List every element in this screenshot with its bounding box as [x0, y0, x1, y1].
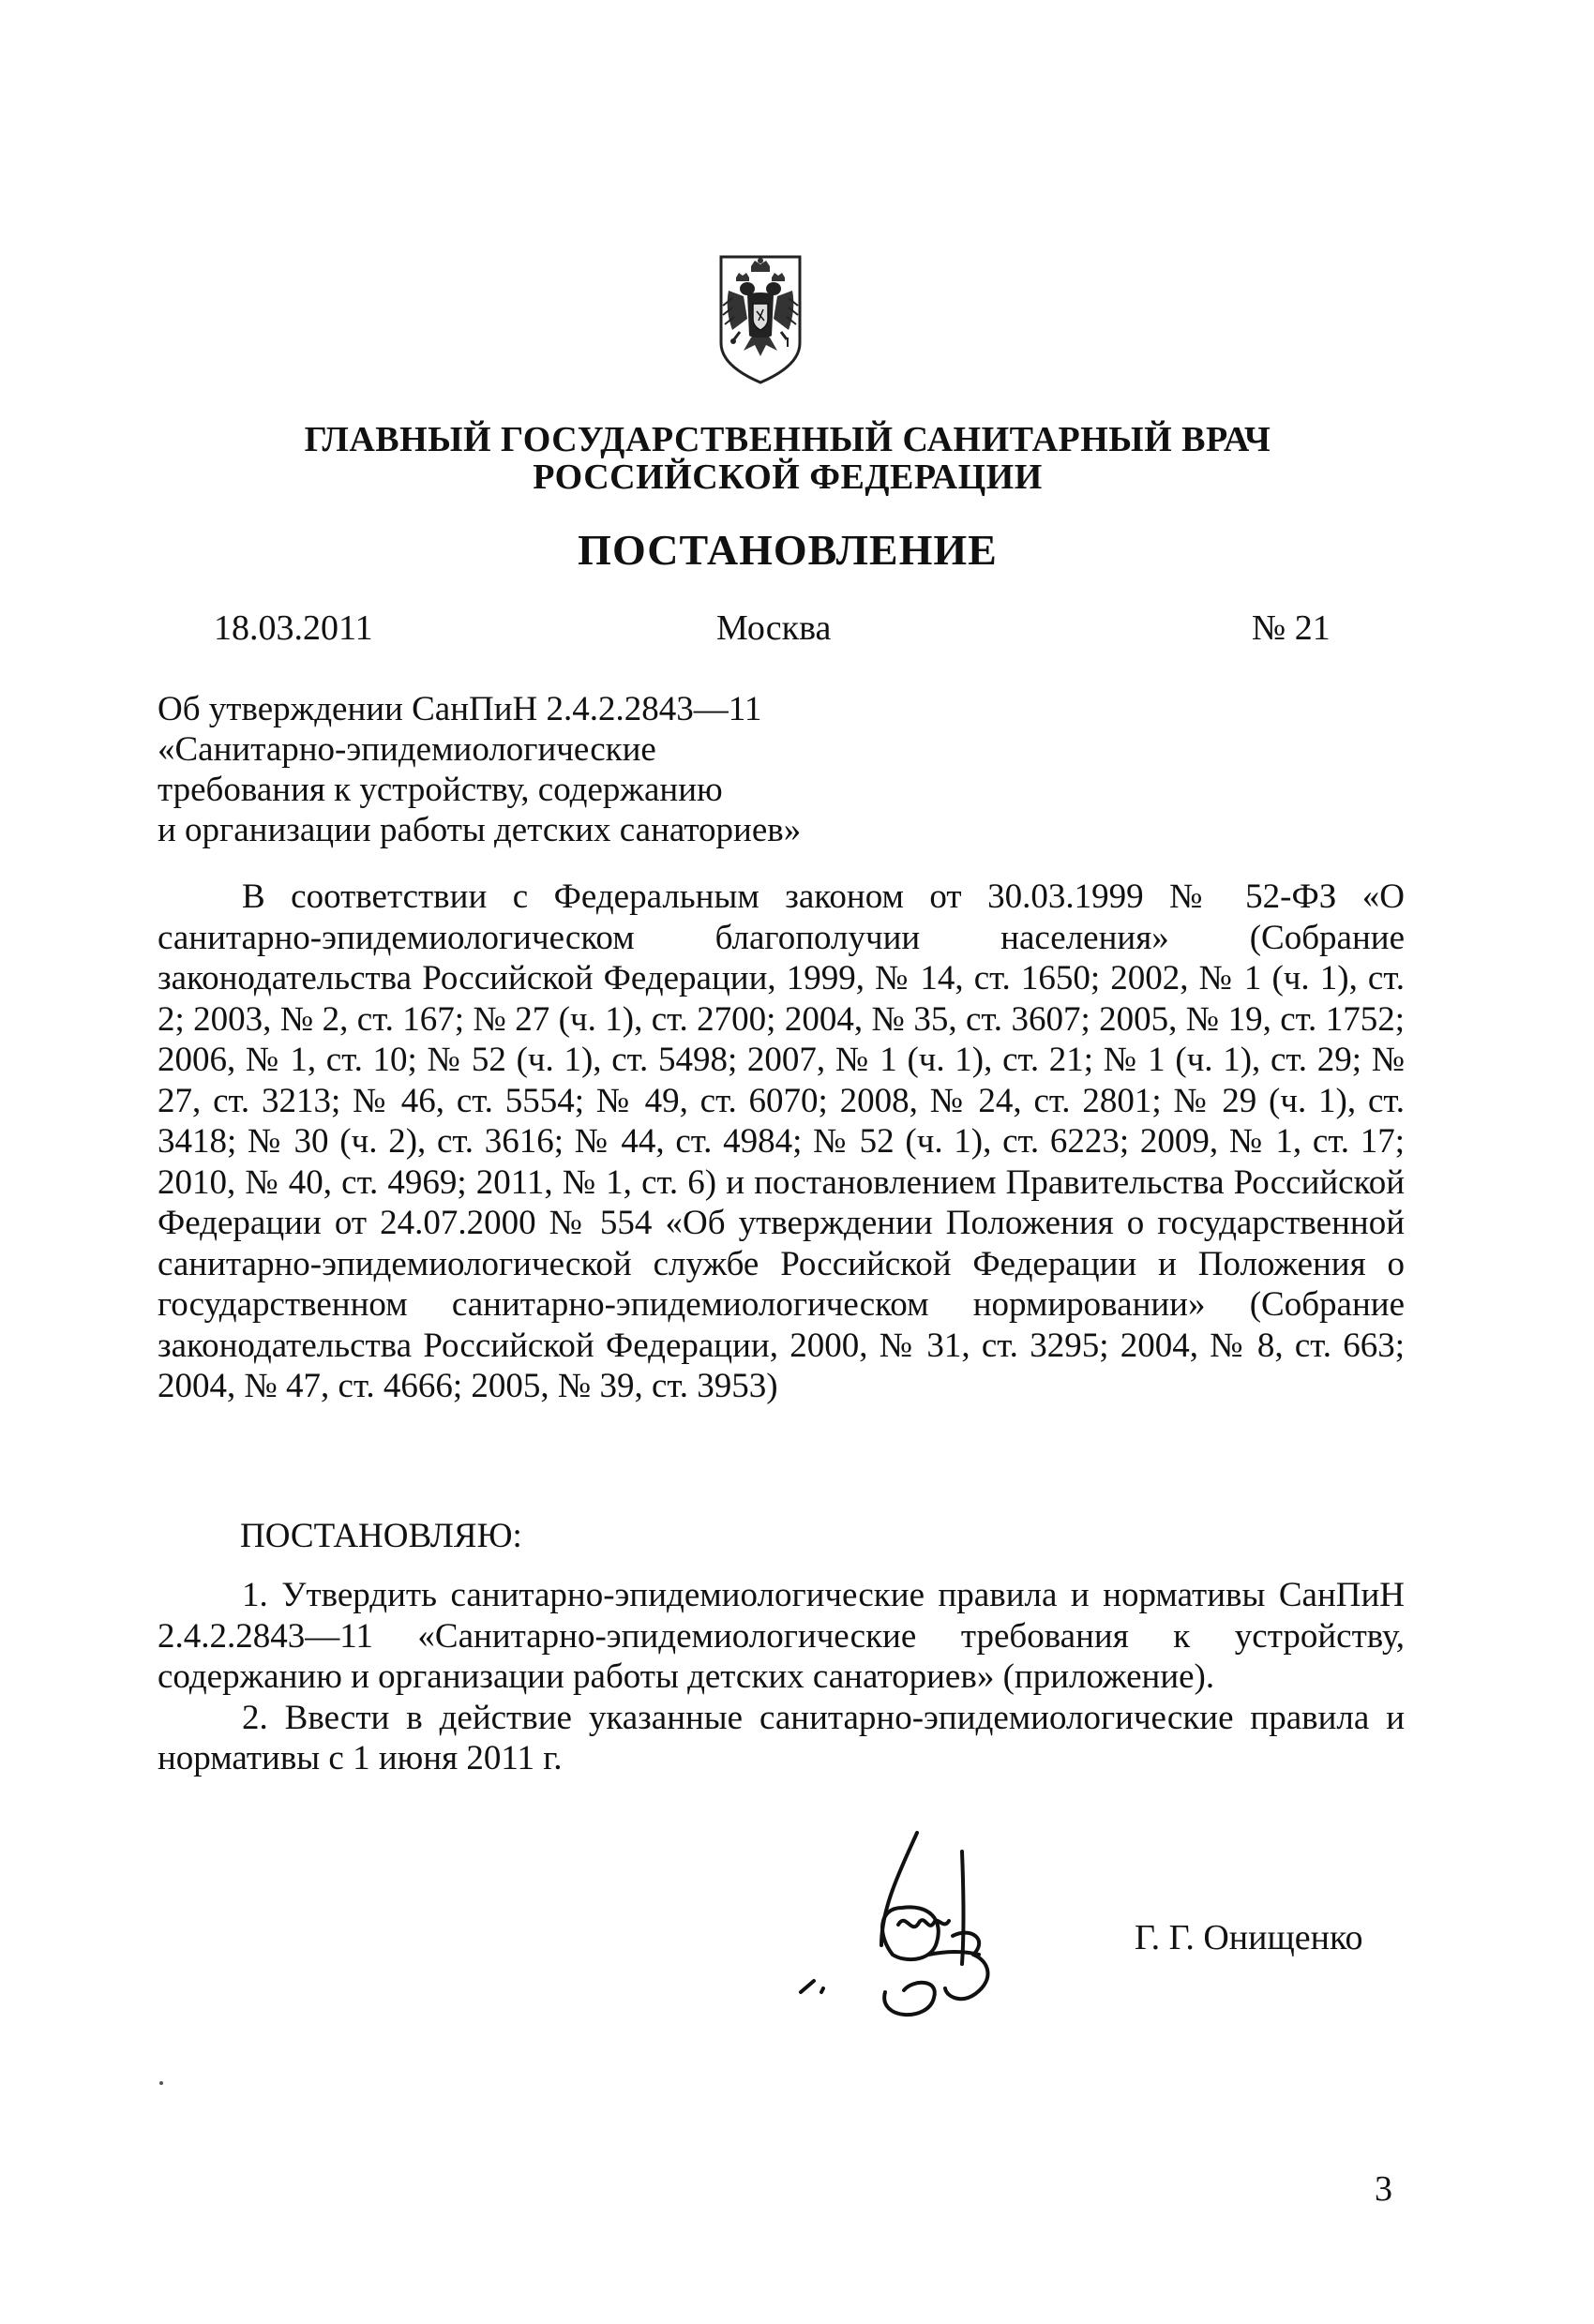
resolve-heading: ПОСТАНОВЛЯЮ:: [240, 1517, 522, 1555]
handwritten-signature: [788, 1814, 1050, 2030]
authority-title-line1: ГЛАВНЫЙ ГОСУДАРСТВЕННЫЙ САНИТАРНЫЙ ВРАЧ: [304, 420, 1271, 459]
subject-line: и организации работы детских санаториев»: [158, 811, 802, 849]
document-type-title: ПОСТАНОВЛЕНИЕ: [578, 526, 998, 574]
document-number: № 21: [1252, 608, 1331, 648]
resolution-items: [158, 1575, 1405, 1779]
preamble-text: В соответствии с Федеральным законом от 30.03.1999 № 52-ФЗ «О санитарно-эпидемиологическом благополучии населения» (Собрание законодательства Российской Федерации, 1999, № 14, ст. 1650; 2002, № 1 (ч. 1), ст. 2; 2003, № 2, ст. 167; № 27 (ч. 1), ст. 2700; 2004, № 35, ст. 3607; 2005, № 19, ст. 1752; 2006, № 1, ст. 10; № 52 (ч. 1), ст. 5498; 2007, № 1 (ч. 1), ст. 21; № 1 (ч. 1), ст. 29; № 27, ст. 3213; № 46, ст. 5554; № 49, ст. 6070; 2008, № 24, ст. 2801; № 29 (ч. 1), ст. 3418; № 30 (ч. 2), ст. 3616; № 44, ст. 4984; № 52 (ч. 1), ст. 6223; 2009, № 1, ст. 17; 2010, № 40, ст. 4969; 2011, № 1, ст. 6) и постановлением Правительства Российской Федерации от 24.07.2000 № 554 «Об утверждении Положения о государственной санитарно-эпидемиологической службе Российской Федерации и Положения о государственном санитарно-эпидемиологическом нормировании» (Собрание законодательства Российской Федерации, 2000, № 31, ст. 3295; 2004, № 8, ст. 663; 2004, № 47, ст. 4666; 2005, № 39, ст. 3953): [158, 877, 1405, 1405]
scan-speck: [159, 2081, 163, 2085]
authority-title-line2: РОССИЙСКОЙ ФЕДЕРАЦИИ: [533, 457, 1043, 497]
subject-line: требования к устройству, содержанию: [158, 771, 723, 809]
resolution-item: 2. Ввести в действие указанные санитарно-эпидемиологические правила и нормативы с 1 июня 2011 г.: [158, 1698, 1405, 1777]
document-city: Москва: [716, 608, 832, 648]
subject-line: «Санитарно-эпидемиологические: [158, 730, 656, 769]
resolution-item: 1. Утвердить санитарно-эпидемиологические правила и нормативы СанПиН 2.4.2.2843—11 «Санитарно-эпидемиологические требования к устройству, содержанию и организации работы детских санаториев» (приложение).: [158, 1576, 1405, 1696]
signer-name: Г. Г. Онищенко: [1135, 1918, 1363, 1957]
subject-line: Об утверждении СанПиН 2.4.2.2843—11: [158, 690, 762, 728]
document-subject: [158, 689, 801, 850]
preamble-paragraph: [158, 877, 1405, 1407]
document-date: 18.03.2011: [214, 608, 373, 648]
page-number: 3: [1375, 2169, 1392, 2209]
coat-of-arms-icon: [715, 253, 805, 386]
